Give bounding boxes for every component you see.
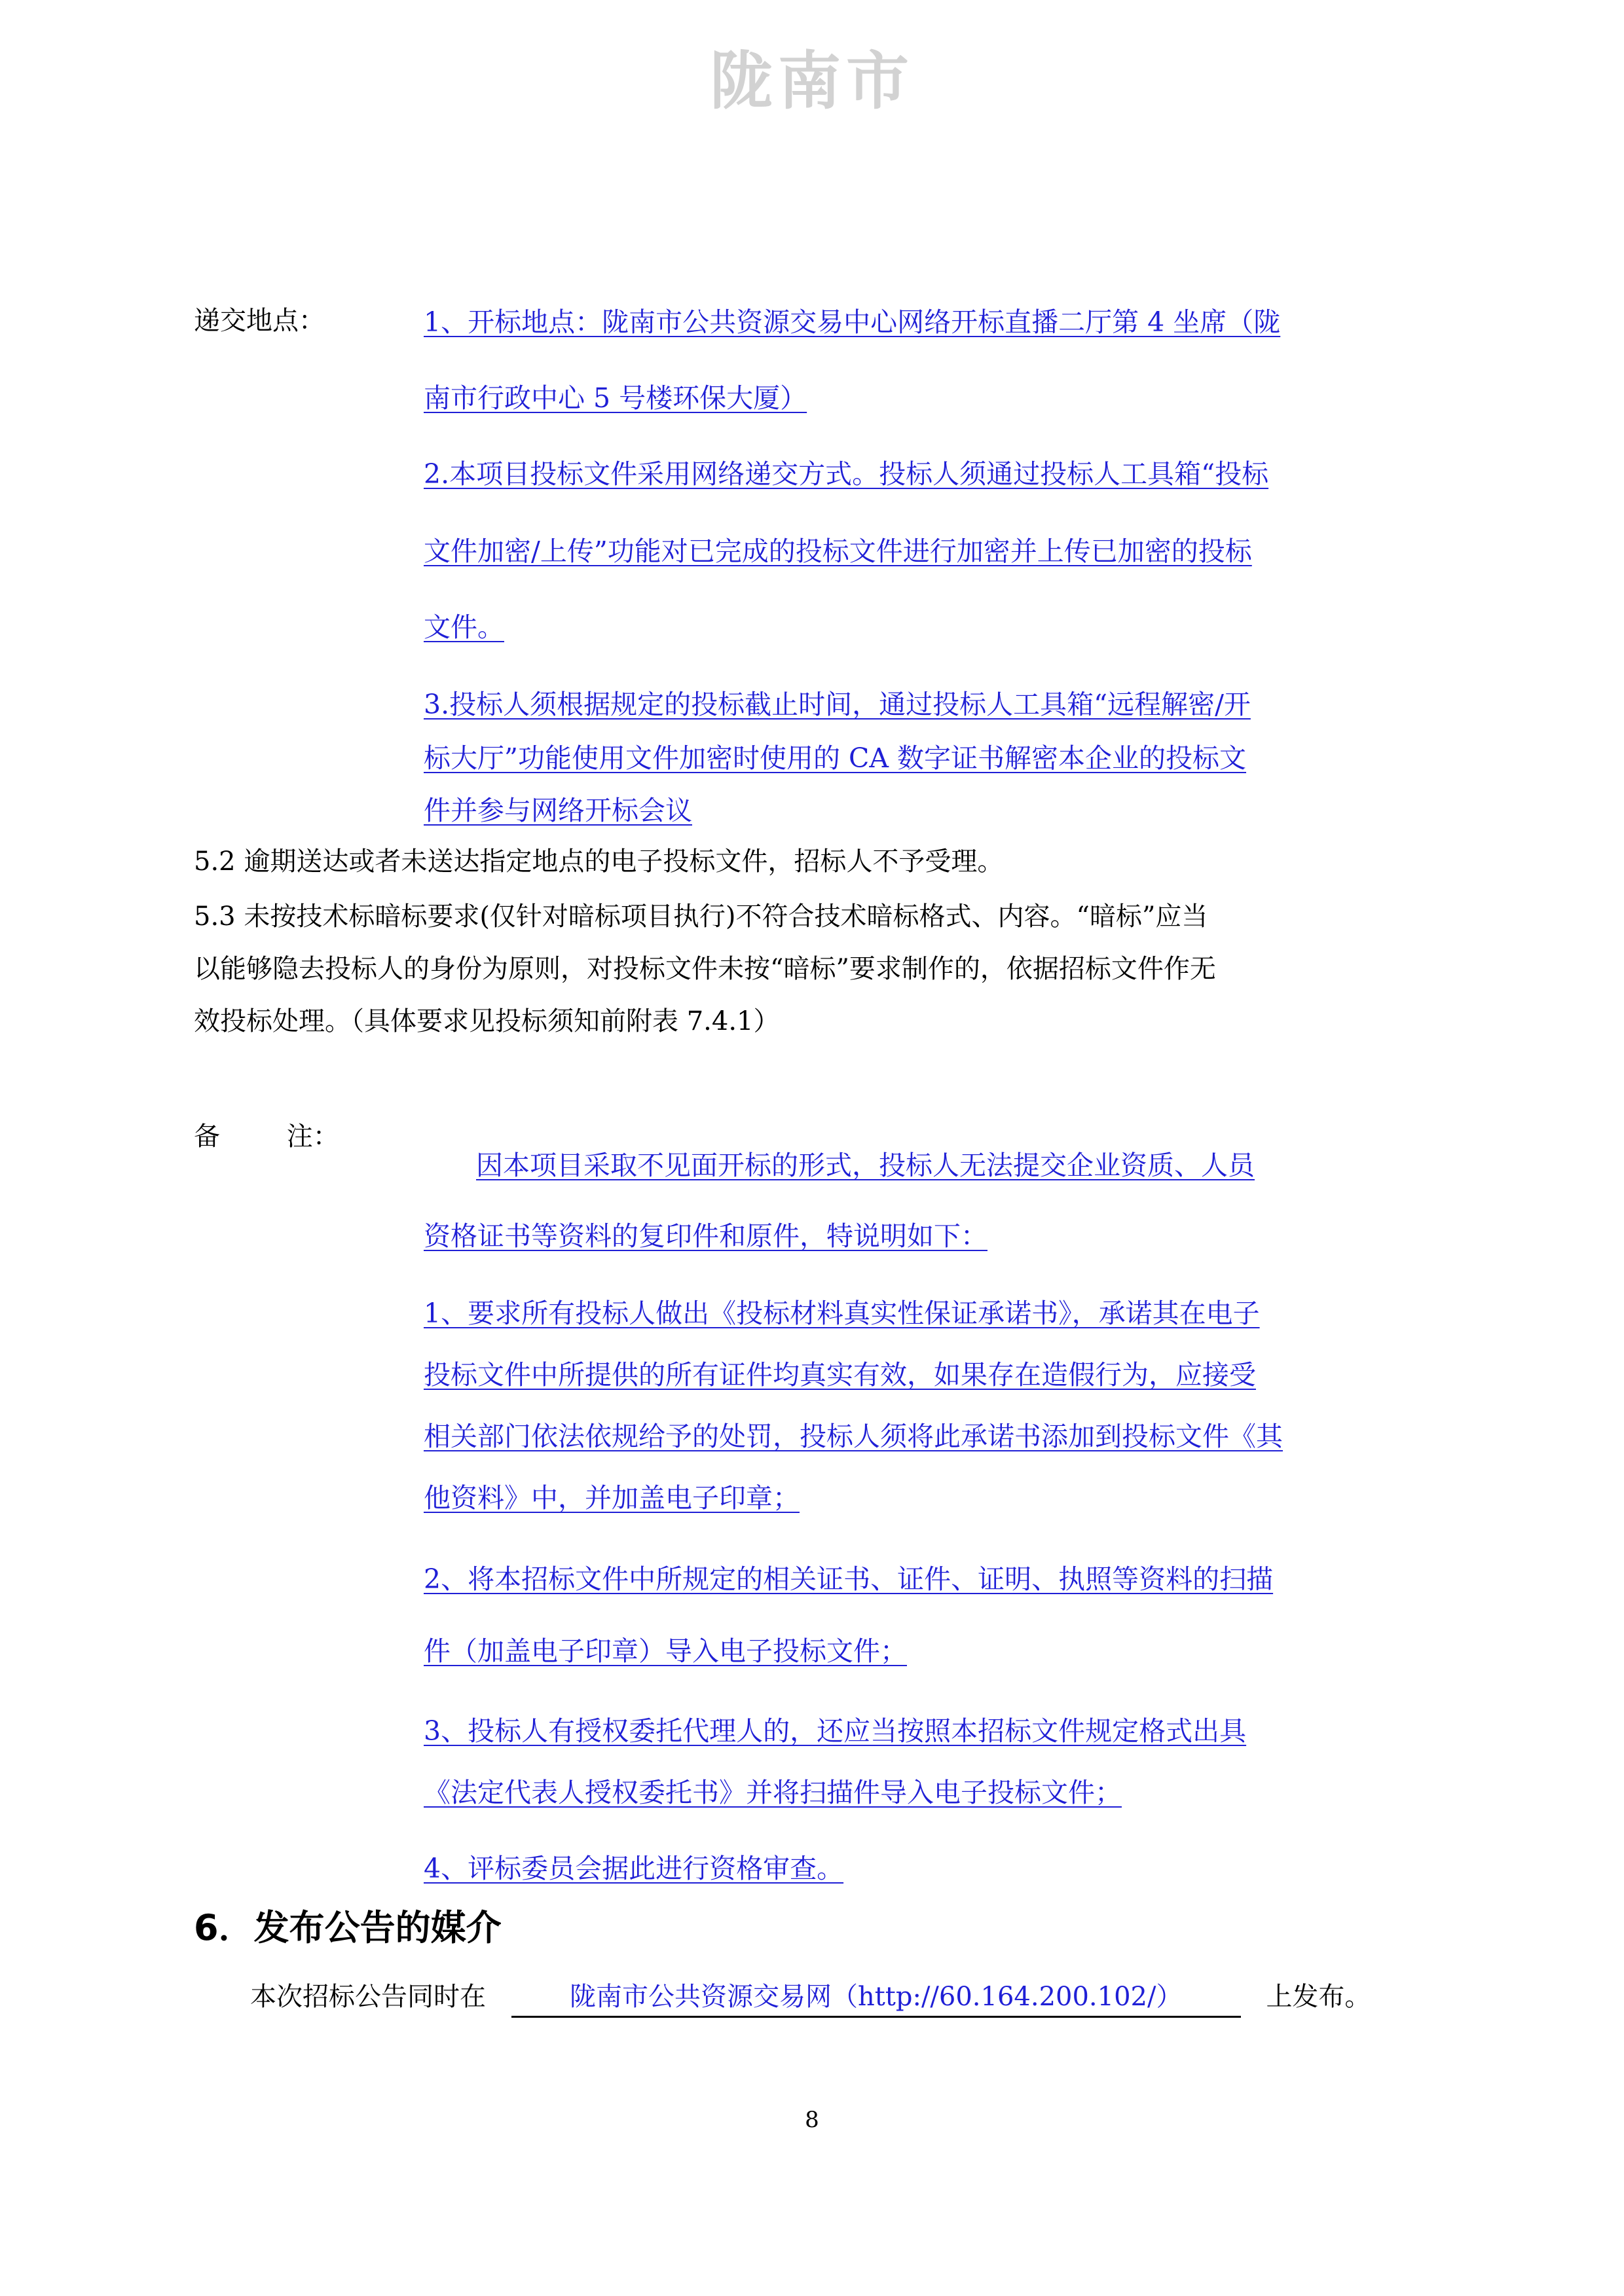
publish-site-text[interactable]: 陇南市公共资源交易网（http://60.164.200.102/） — [569, 1982, 1183, 2012]
section-6-prefix: 本次招标公告同时在 — [250, 1982, 486, 2012]
delivery-label: 递交地点： — [194, 306, 325, 336]
remarks-item-1-line-3: 相关部门依法依规给予的处罚，投标人须将此承诺书添加到投标文件《其 — [424, 1421, 1283, 1452]
publish-site-link[interactable] — [511, 1978, 1241, 2018]
delivery-item-1-line-2: 南市行政中心 5 号楼环保大厦） — [424, 382, 807, 414]
delivery-item-3-line-2: 标大厅”功能使用文件加密时使用的 CA 数字证书解密本企业的投标文 — [424, 742, 1247, 774]
clause-5-3-line-3: 效投标处理。（具体要求见投标须知前附表 7.4.1） — [194, 1006, 780, 1036]
remarks-item-4-line-1: 4、评标委员会据此进行资格审查。 — [424, 1853, 844, 1884]
clause-5-2: 5.2 逾期送达或者未送达指定地点的电子投标文件，招标人不予受理。 — [194, 847, 1004, 877]
section-6-suffix: 上发布。 — [1266, 1982, 1371, 2012]
delivery-item-3-line-1: 3.投标人须根据规定的投标截止时间，通过投标人工具箱“远程解密/开 — [424, 689, 1251, 720]
remarks-label: 备 注： — [194, 1121, 339, 1152]
remarks-intro-line-2: 资格证书等资料的复印件和原件，特说明如下： — [424, 1220, 987, 1252]
remarks-item-1-line-1: 1、要求所有投标人做出《投标材料真实性保证承诺书》，承诺其在电子 — [424, 1298, 1260, 1329]
remarks-item-2-line-1: 2、将本招标文件中所规定的相关证书、证件、证明、执照等资料的扫描 — [424, 1563, 1274, 1595]
remarks-item-3-line-1: 3、投标人有授权委托代理人的，还应当按照本招标文件规定格式出具 — [424, 1715, 1247, 1747]
delivery-item-2-line-1: 2.本项目投标文件采用网络递交方式。投标人须通过投标人工具箱“投标 — [424, 458, 1269, 490]
remarks-item-3-line-2: 《法定代表人授权委托书》并将扫描件导入电子投标文件； — [424, 1777, 1122, 1808]
clause-5-3-line-1: 5.3 未按技术标暗标要求(仅针对暗标项目执行)不符合技术暗标格式、内容。“暗标”应当 — [194, 902, 1208, 932]
section-6-heading: 6．发布公告的媒介 — [194, 1907, 502, 1948]
remarks-item-1-line-4: 他资料》中，并加盖电子印章； — [424, 1482, 800, 1514]
clause-5-3-line-2: 以能够隐去投标人的身份为原则，对投标文件未按“暗标”要求制作的，依据招标文件作无 — [194, 954, 1216, 984]
remarks-intro-line-1: 因本项目采取不见面开标的形式，投标人无法提交企业资质、人员 — [476, 1150, 1255, 1181]
delivery-item-1-line-1: 1、开标地点：陇南市公共资源交易中心网络开标直播二厅第 4 坐席（陇 — [424, 306, 1281, 338]
section-6-text — [250, 1977, 1371, 2018]
remarks-item-1-line-2: 投标文件中所提供的所有证件均真实有效，如果存在造假行为，应接受 — [424, 1359, 1256, 1391]
delivery-item-3-line-3: 件并参与网络开标会议 — [424, 795, 692, 826]
delivery-item-2-line-2: 文件加密/上传”功能对已完成的投标文件进行加密并上传已加密的投标 — [424, 536, 1252, 567]
delivery-item-2-line-3: 文件。 — [424, 611, 504, 643]
page-number: 8 — [805, 2107, 819, 2133]
remarks-item-2-line-2: 件（加盖电子印章）导入电子投标文件； — [424, 1635, 907, 1667]
watermark: 陇南市 — [710, 45, 914, 118]
